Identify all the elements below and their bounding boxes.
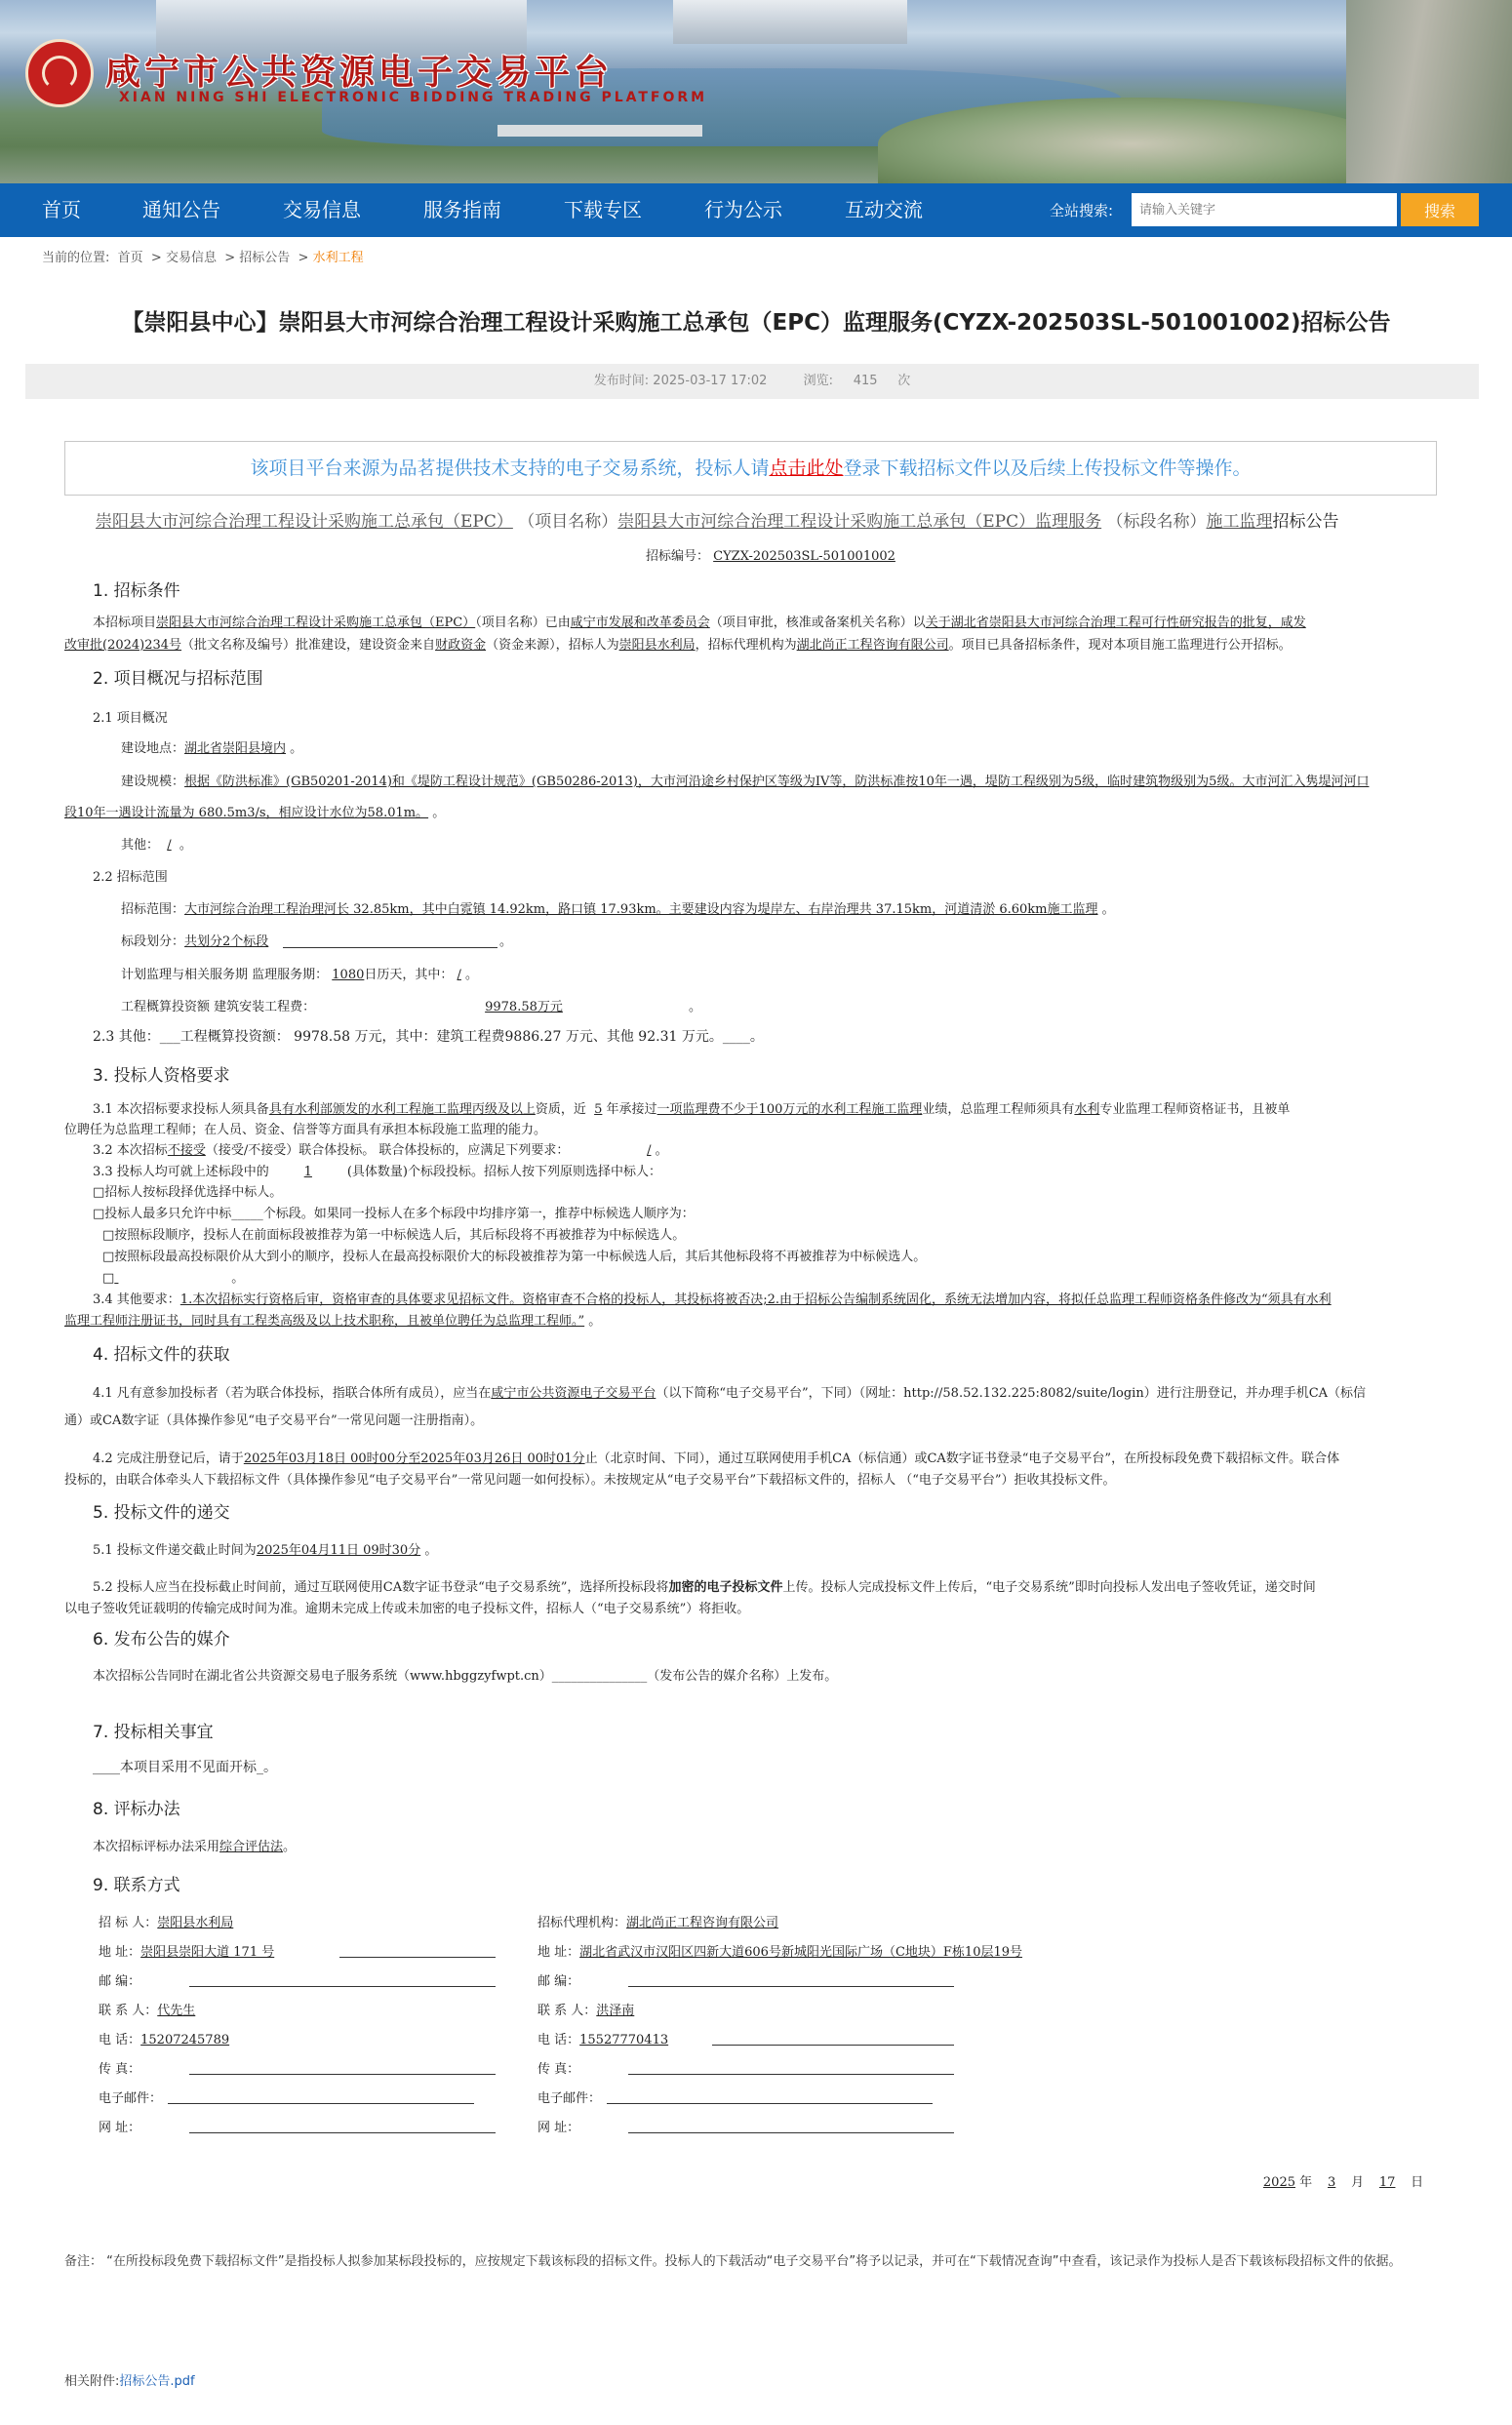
notice-text-tail: 登录下载招标文件以及后续上传投标文件等操作。 xyxy=(843,457,1252,479)
unit: 日 xyxy=(1411,2175,1424,2190)
opening-method: ____本项目采用不见面开标_。 xyxy=(93,1760,277,1775)
section-1-line-2 xyxy=(64,634,1292,653)
qualification-1 xyxy=(93,1098,1290,1117)
value: 大市河综合治理工程治理河长 32.85km，其中白霓镇 14.92km，路口镇 17.93km。主要建设内容为堤岸左、右岸治理共 37.15km，河道清淤 6.60km施工监理 xyxy=(184,902,1098,917)
label: 联 系 人： xyxy=(99,2004,158,2018)
text: ，招标代理机构为 xyxy=(695,638,797,653)
option-2: □投标人最多只允许中标_____个标段。如果同一投标人在多个标段中均排序第一，推荐中标候选人顺序为： xyxy=(93,1207,695,1221)
doc-header xyxy=(96,507,1339,532)
text: 5.1 投标文件递交截止时间为 xyxy=(93,1543,257,1558)
nav-home[interactable]: 首页 xyxy=(42,198,81,221)
label: 标段划分： xyxy=(121,934,185,949)
agent-phone-row xyxy=(537,2029,668,2047)
unit: 月 xyxy=(1351,2175,1365,2190)
value: / xyxy=(647,1143,652,1158)
bid-number xyxy=(646,545,895,564)
views-unit: 次 xyxy=(897,374,911,388)
tenderer-contact-row xyxy=(99,2000,195,2018)
project-name: 崇阳县大市河综合治理工程设计采购施工总承包（EPC） xyxy=(156,616,476,630)
breadcrumb-trade-info[interactable]: 交易信息 xyxy=(165,251,217,265)
blank-line xyxy=(283,946,497,948)
label: 招标范围： xyxy=(121,902,185,917)
label: 联 系 人： xyxy=(537,2004,597,2018)
date-day: 17 xyxy=(1378,2175,1396,2190)
lot-division xyxy=(121,931,268,949)
value: 水利 xyxy=(1074,1102,1100,1117)
submit-1 xyxy=(93,1576,1316,1595)
value: 一项监理费不少于100万元的水利工程施工监理 xyxy=(657,1102,923,1117)
tenderer-email-row: 电子邮件： xyxy=(99,2091,163,2106)
banner-plaza xyxy=(878,98,1385,183)
breadcrumb-bid-notice[interactable]: 招标公告 xyxy=(239,251,291,265)
blank-line xyxy=(168,2102,474,2104)
value: 段10年一遇设计流量为 680.5m3/s，相应设计水位为58.01m。 xyxy=(64,806,429,820)
blank-line xyxy=(189,2131,496,2133)
blank-line xyxy=(628,2131,954,2133)
bid-number-value: CYZX-202503SL-501001002 xyxy=(713,549,895,564)
section-6-title: 6. 发布公告的媒介 xyxy=(93,1630,230,1650)
text: 资质，近 xyxy=(535,1102,586,1117)
value: 湖北省崇阳县境内 xyxy=(184,741,287,756)
doc-section-name: 崇阳县大市河综合治理工程设计采购施工总承包（EPC）监理服务 xyxy=(617,512,1102,532)
text: 。项目已具备招标条件，现对本项目施工监理进行公开招标。 xyxy=(948,638,1292,653)
agent-contact-row xyxy=(537,2000,634,2018)
text: 4.2 完成注册登记后，请于 xyxy=(93,1451,244,1466)
label: 地 址： xyxy=(537,1945,580,1960)
search-button[interactable]: 搜索 xyxy=(1401,193,1479,226)
approval-doc: 关于湖北省崇阳县大市河综合治理工程可行性研究报告的批复，咸发 xyxy=(925,616,1306,630)
blank-line xyxy=(607,2102,933,2104)
section-8-title: 8. 评标办法 xyxy=(93,1800,180,1819)
qualification-2: 3.2 本次招标不接受（接受/不接受）联合体投标。 联合体投标的，应满足下列要求： / 。 xyxy=(93,1143,668,1158)
doc-section-label: （标段名称） xyxy=(1106,512,1207,532)
agent-row xyxy=(537,1912,778,1930)
value: / xyxy=(167,838,172,853)
unit: 年 xyxy=(1299,2175,1313,2190)
section-2-3: 2.3 其他：___工程概算投资额： 9978.58 万元，其中：建筑工程费9886.27 万元、其他 92.31 万元。____。 xyxy=(93,1029,764,1045)
text: （项目审批，核准或备案机关名称）以 xyxy=(709,616,926,630)
doc-tail: 招标公告 xyxy=(1272,512,1339,532)
agent-postcode-row: 邮 编： xyxy=(537,1974,580,1989)
label: 电 话： xyxy=(99,2033,141,2047)
publish-label: 发布时间: xyxy=(593,374,650,388)
value: 崇阳县崇阳大道 171 号 xyxy=(140,1945,275,1960)
text: 年承接过 xyxy=(606,1102,657,1117)
agent-email-row: 电子邮件： xyxy=(537,2091,602,2106)
section-2-1: 2.1 项目概况 xyxy=(93,711,168,726)
section-2-title: 2. 项目概况与招标范围 xyxy=(93,669,263,689)
main-nav xyxy=(0,183,1512,237)
value: 根据《防洪标准》(GB50201-2014)和《堤防工程设计规范》(GB50286-2013)，大市河沿途乡村保护区等级为IV等，防洪标准按10年一遇，堤防工程级别为5级，临时建筑物级别为5级。大市河汇入隽堤河河口 xyxy=(184,775,1370,789)
agent-address-row xyxy=(537,1941,1022,1960)
value: / xyxy=(457,968,461,982)
blank-line xyxy=(189,1985,496,1987)
page-title: 【崇阳县中心】崇阳县大市河综合治理工程设计采购施工总承包（EPC）监理服务(CYZX-202503SL-501001002)招标公告 xyxy=(121,310,1391,336)
label: 电 话： xyxy=(537,2033,580,2047)
text: 上传。投标人完成投标文件上传后，“电子交易系统”即时向投标人发出电子签收凭证，递交时间 xyxy=(782,1580,1316,1595)
breadcrumb-home[interactable]: 首页 xyxy=(117,251,143,265)
text: 5.2 投标人应当在投标截止时间前，通过互联网使用CA数字证书登录“电子交易系统”，选择所投标段将 xyxy=(93,1580,669,1595)
obtain-1-cont: 通）或CA数字证（具体操作参见“电子交易平台”一常见问题一注册指南）。 xyxy=(64,1413,484,1428)
date-year: 2025 xyxy=(1262,2175,1295,2190)
nav-downloads[interactable]: 下载专区 xyxy=(564,198,642,221)
doc-type: 施工监理 xyxy=(1206,512,1273,532)
login-link[interactable]: 点击此处 xyxy=(769,457,844,479)
budget xyxy=(121,996,315,1014)
section-2-2: 2.2 招标范围 xyxy=(93,870,168,885)
nav-trade-info[interactable]: 交易信息 xyxy=(283,198,361,221)
value: 1080 xyxy=(332,968,365,982)
attachment-label: 相关附件: xyxy=(64,2374,120,2389)
value: 不接受 xyxy=(167,1143,206,1158)
value: 湖北省武汉市汉阳区四新大道606号新城阳光国际广场（C地块）F栋10层19号 xyxy=(579,1945,1023,1960)
value: 5 xyxy=(594,1102,603,1117)
label: 其他： xyxy=(121,838,160,853)
label: 地 址： xyxy=(99,1945,141,1960)
banner-building xyxy=(673,0,907,44)
construction-location: 建设地点：湖北省崇阳县境内 。 xyxy=(121,741,303,756)
unit: 日历天，其中： xyxy=(364,968,454,982)
value: 洪泽南 xyxy=(596,2004,635,2018)
text: (具体数量)个标段投标。招标人按下列原则选择中标人： xyxy=(346,1165,661,1179)
agent-web-row: 网 址： xyxy=(537,2121,580,2135)
site-title: 咸宁市公共资源电子交易平台 xyxy=(105,53,614,93)
text: 业绩，总监理工程师须具有 xyxy=(922,1102,1075,1117)
attachments xyxy=(64,2370,195,2389)
section-4-title: 4. 招标文件的获取 xyxy=(93,1345,230,1365)
attachment-link[interactable]: 招标公告.pdf xyxy=(119,2374,195,2389)
text: （项目名称）已由 xyxy=(475,616,571,630)
blank-line xyxy=(628,1985,954,1987)
value: 共划分2个标段 xyxy=(184,934,269,949)
fund-source: 财政资金 xyxy=(435,638,487,653)
budget-value: 9978.58万元 xyxy=(485,1000,563,1014)
views-label: 浏览: xyxy=(803,374,834,388)
blank-line xyxy=(628,2073,954,2075)
blank-line xyxy=(339,1956,496,1958)
value: 15527770413 xyxy=(579,2033,669,2047)
notice-date xyxy=(1247,2171,1423,2190)
nav-service-guide[interactable]: 服务指南 xyxy=(423,198,501,221)
tenderer-row xyxy=(99,1912,233,1930)
text: 3.3 投标人均可就上述标段中的 xyxy=(93,1165,269,1179)
obtain-2 xyxy=(93,1448,1339,1466)
label: 计划监理与相关服务期 监理服务期： xyxy=(121,968,329,982)
qualification-1-cont: 位聘任为总监理工程师；在人员、资金、信誉等方面具有承担本标段施工监理的能力。 xyxy=(64,1123,547,1137)
qualification-3 xyxy=(93,1161,661,1179)
option-1: □招标人按标段择优选择中标人。 xyxy=(93,1185,283,1200)
value: 咸宁市公共资源电子交易平台 xyxy=(491,1386,657,1401)
value: 综合评估法 xyxy=(219,1840,284,1854)
bid-number-label: 招标编号： xyxy=(646,549,710,564)
service-period: 计划监理与相关服务期 监理服务期： 1080日历天，其中： / 。 xyxy=(121,968,479,982)
evaluation-method xyxy=(93,1836,296,1854)
text: 4.1 凡有意参加投标者（若为联合体投标，指联合体所有成员），应当在 xyxy=(93,1386,492,1401)
text: 本招标项目 xyxy=(93,616,157,630)
text: （资金来源），招标人为 xyxy=(486,638,619,653)
blank-line xyxy=(189,2073,496,2075)
media: 本次招标公告同时在湖北省公共资源交易电子服务系统（www.hbggzyfwpt.cn）_______________（发布公告的媒介名称）上发布。 xyxy=(93,1669,838,1684)
text: 3.4 其他要求： xyxy=(93,1292,180,1307)
nav-interaction[interactable]: 互动交流 xyxy=(845,198,923,221)
tenderer-fax-row: 传 真： xyxy=(99,2062,141,2077)
value: 加密的电子投标文件 xyxy=(668,1580,783,1595)
nav-conduct[interactable]: 行为公示 xyxy=(704,198,782,221)
label: 招标代理机构： xyxy=(537,1916,627,1930)
text: □ xyxy=(102,1271,115,1286)
approval-org: 咸宁市发展和改革委员会 xyxy=(570,616,710,630)
text: 止（北京时间、下同），通过互联网使用手机CA（标信通）或CA数字证书登录“电子交易平台”，在所投标段免费下载招标文件。联合体 xyxy=(584,1451,1340,1466)
breadcrumb-current[interactable]: 水利工程 xyxy=(312,251,364,265)
date-month: 3 xyxy=(1328,2175,1336,2190)
tenderer-phone-row xyxy=(99,2029,229,2047)
search-input[interactable] xyxy=(1132,193,1397,226)
publish-time: 2025-03-17 17:02 xyxy=(653,374,768,388)
agent-fax-row: 传 真： xyxy=(537,2062,580,2077)
section-1-title: 1. 招标条件 xyxy=(93,581,180,601)
text: （接受/不接受）联合体投标。 联合体投标的，应满足下列要求： xyxy=(205,1143,570,1158)
value: 代先生 xyxy=(157,2004,196,2018)
punct: 。 xyxy=(499,934,513,949)
value: 具有水利部颁发的水利工程施工监理丙级及以上 xyxy=(268,1102,536,1117)
approval-doc-no: 改审批(2024)234号 xyxy=(64,638,182,653)
nav-notices[interactable]: 通知公告 xyxy=(142,198,220,221)
text: 3.1 本次招标要求投标人须具备 xyxy=(93,1102,269,1117)
views-count: 415 xyxy=(853,374,878,388)
value: 湖北尚正工程咨询有限公司 xyxy=(626,1916,779,1930)
banner-bridge xyxy=(497,125,702,137)
label: 建设地点： xyxy=(121,741,185,756)
tenderer-web-row: 网 址： xyxy=(99,2121,141,2135)
other-info: 其他： / 。 xyxy=(121,838,192,853)
value: 2025年03月18日 00时00分 xyxy=(243,1451,409,1466)
article-meta xyxy=(25,364,1479,399)
site-subtitle: XIAN NING SHI ELECTRONIC BIDDING TRADING PLATFORM xyxy=(119,90,708,105)
deadline xyxy=(93,1539,437,1558)
breadcrumb-prefix: 当前的位置: xyxy=(42,251,110,265)
header-banner xyxy=(0,0,1512,183)
footnote: 备注： “在所投标段免费下载招标文件”是指投标人拟参加某标段投标的，应按规定下载该标段的招标文件。投标人的下载活动“电子交易平台”将予以记录，并可在“下载情况查询”中查看，该记录作为投标人是否下载该标段招标文件的依据。 xyxy=(64,2254,1402,2269)
value: 监理工程师注册证书，同时具有工程类高级及以上技术职称，且被单位聘任为总监理工程师。” xyxy=(64,1314,585,1329)
tenderer-postcode-row: 邮 编： xyxy=(99,1974,141,1989)
section-5-title: 5. 投标文件的递交 xyxy=(93,1503,230,1523)
value: 崇阳县水利局 xyxy=(157,1916,234,1930)
text: 3.2 本次招标 xyxy=(93,1143,168,1158)
label: 招 标 人： xyxy=(99,1916,158,1930)
option-4: □按照标段最高投标限价从大到小的顺序，投标人在最高投标限价大的标段被推荐为第一中标候选人后，其后其他标段将不再被推荐为中标候选人。 xyxy=(102,1250,927,1264)
option-5: □ 。 xyxy=(102,1271,245,1286)
text: 。 xyxy=(424,1543,438,1558)
option-3: □按照标段顺序，投标人在前面标段被推荐为第一中标候选人后，其后标段将不再被推荐为中标候选人。 xyxy=(102,1228,686,1243)
site-logo[interactable] xyxy=(25,39,94,107)
doc-project-label: （项目名称） xyxy=(518,512,618,532)
label: 建设规模： xyxy=(121,775,185,789)
value: 2025年04月11日 09时30分 xyxy=(256,1543,421,1558)
value: 1 xyxy=(303,1165,312,1179)
bid-scope: 招标范围：大市河综合治理工程治理河长 32.85km，其中白霓镇 14.92km，路口镇 17.93km。主要建设内容为堤岸左、右岸治理共 37.15km，河道清淤 6.60km施工监理 。 xyxy=(121,902,1115,917)
doc-project-name: 崇阳县大市河综合治理工程设计采购施工总承包（EPC） xyxy=(96,512,513,532)
qualification-4-cont: 监理工程师注册证书，同时具有工程类高级及以上技术职称，且被单位聘任为总监理工程师。” 。 xyxy=(64,1314,602,1329)
text: 本次招标评标办法采用 xyxy=(93,1840,220,1854)
text: 专业监理工程师资格证书，且被单 xyxy=(1099,1102,1291,1117)
text: （以下简称“电子交易平台”，下同）（网址：http://58.52.132.225:8082/suite/login）进行注册登记，并办理手机CA（标信 xyxy=(656,1386,1367,1401)
label: 工程概算投资额 建筑安装工程费： xyxy=(121,1000,316,1014)
breadcrumb: 当前的位置: 首页 > 交易信息 > 招标公告 > 水利工程 xyxy=(42,251,364,265)
tenderer-address-row xyxy=(99,1941,274,1960)
construction-scale-cont: 段10年一遇设计流量为 680.5m3/s，相应设计水位为58.01m。 。 xyxy=(64,806,446,820)
notice-text: 该项目平台来源为品茗提供技术支持的电子交易系统，投标人请 xyxy=(250,457,770,479)
text: （批文名称及编号）批准建设，建设资金来自 xyxy=(181,638,436,653)
value: 1.本次招标实行资格后审，资格审查的具体要求见招标文件。资格审查不合格的投标人，其投标将被否决;2.由于招标公告编制系统固化，系统无法增加内容，将拟任总监理工程师资格条件修改为“须具有水利 xyxy=(179,1292,1332,1307)
banner-road xyxy=(1346,0,1512,183)
obtain-1 xyxy=(93,1382,1366,1401)
construction-scale xyxy=(121,771,1369,789)
section-1-line-1 xyxy=(93,612,1306,630)
text: 至 xyxy=(408,1451,421,1466)
submit-1-cont: 以电子签收凭证载明的传输完成时间为准。逾期未完成上传或未加密的电子投标文件，招标人（“电子交易系统”）将拒收。 xyxy=(64,1602,750,1616)
section-9-title: 9. 联系方式 xyxy=(93,1876,180,1895)
value: 15207245789 xyxy=(140,2033,230,2047)
section-7-title: 7. 投标相关事宜 xyxy=(93,1723,214,1742)
agent: 湖北尚正工程咨询有限公司 xyxy=(796,638,949,653)
tenderer: 崇阳县水利局 xyxy=(618,638,696,653)
blank-line xyxy=(712,2044,954,2046)
platform-notice xyxy=(64,441,1437,496)
obtain-2-cont: 投标的，由联合体牵头人下载招标文件（具体操作参见“电子交易平台”一常见问题一如何投标）。未按规定从“电子交易平台”下载招标文件的，招标人 （“电子交易平台”）拒收其投标文件。 xyxy=(64,1473,1116,1488)
text: 。 xyxy=(283,1840,297,1854)
punct: 。 xyxy=(689,1000,702,1014)
search-label: 全站搜索: xyxy=(1050,202,1114,219)
value: 2025年03月26日 00时01分 xyxy=(420,1451,585,1466)
qualification-4 xyxy=(93,1289,1332,1307)
section-3-title: 3. 投标人资格要求 xyxy=(93,1066,230,1086)
